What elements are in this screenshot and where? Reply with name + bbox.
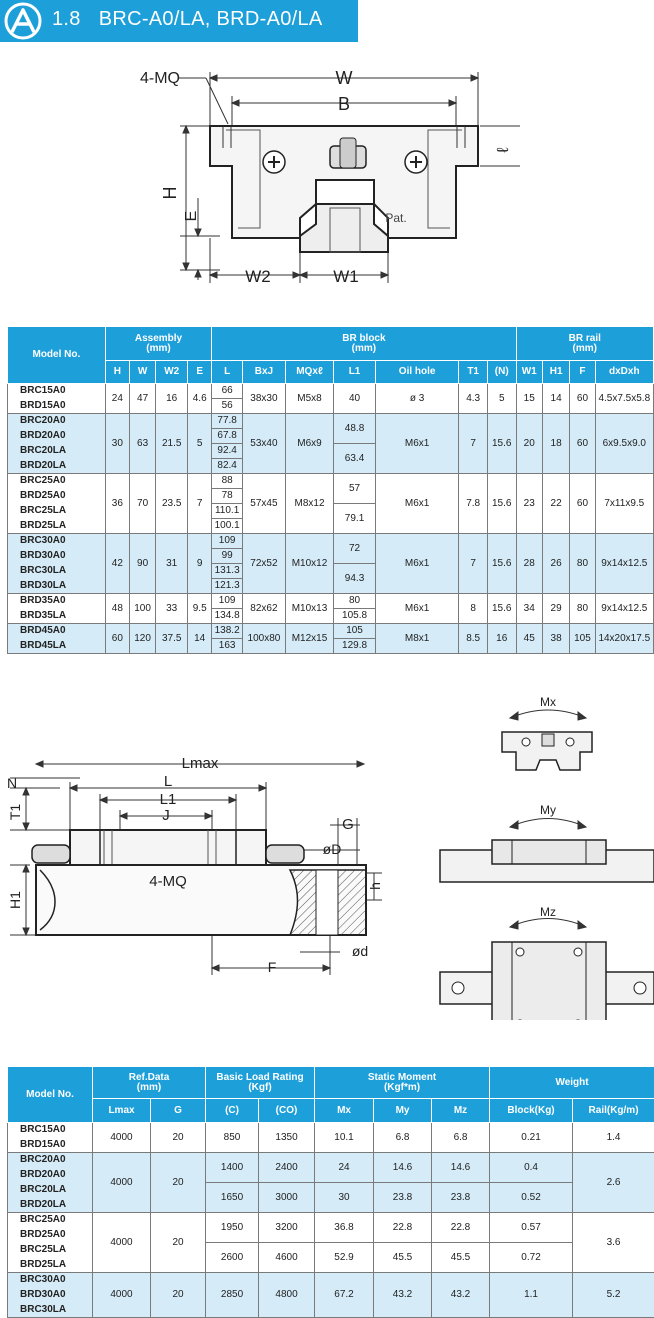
th2-g: G [151, 1099, 206, 1123]
th-col-13: F [570, 361, 595, 384]
th2-ref [93, 1067, 206, 1099]
cell-l: 109 [212, 594, 243, 609]
cell-l1: 80 [334, 594, 376, 609]
cell-w: 90 [129, 534, 155, 594]
cell-mx: 67.2 [315, 1273, 374, 1318]
cell-oil: M6x1 [375, 534, 458, 594]
cell-block: 0.21 [490, 1123, 573, 1153]
cell-n: 15.6 [487, 414, 516, 474]
cell-oil: M6x1 [375, 414, 458, 474]
table-row [8, 384, 654, 399]
cell-rail: 2.6 [573, 1153, 654, 1213]
table-row [8, 594, 654, 609]
cell-w2: 16 [156, 384, 188, 414]
th2-co: (CO) [259, 1099, 315, 1123]
cell-co: 3200 [259, 1213, 315, 1243]
cell-dxdxh: 14x20x17.5 [595, 624, 653, 654]
th2-lmax: Lmax [93, 1099, 151, 1123]
cell-model: BRC30A0 [8, 534, 106, 549]
cell-l1: 48.8 [334, 414, 376, 444]
cell-model: BRC15A0 [8, 384, 106, 399]
th2-mz: Mz [432, 1099, 490, 1123]
table-row [8, 414, 654, 429]
cell-w1: 45 [516, 624, 542, 654]
cell-model: BRD25LA [8, 1258, 93, 1273]
th-col-0: H [105, 361, 129, 384]
cell-model: BRC25A0 [8, 1213, 93, 1228]
cell-g: 20 [151, 1273, 206, 1318]
cell-model: BRC20LA [8, 444, 106, 459]
cell-t1: 7.8 [459, 474, 488, 534]
label-d: ød [352, 943, 368, 959]
th-col-1: W [129, 361, 155, 384]
th-col-7: L1 [334, 361, 376, 384]
cell-bxj: 57x45 [243, 474, 286, 534]
cell-n: 15.6 [487, 534, 516, 594]
label-h: H [160, 187, 180, 200]
cell-w: 63 [129, 414, 155, 474]
cell-model: BRD30LA [8, 579, 106, 594]
cell-h1: 22 [542, 474, 569, 534]
cell-f: 60 [570, 474, 595, 534]
th-br-block [212, 327, 516, 361]
cell-model: BRC30LA [8, 1303, 93, 1318]
th2-model: Model No. [8, 1067, 93, 1123]
cell-w1: 28 [516, 534, 542, 594]
cell-my: 6.8 [374, 1123, 432, 1153]
cell-f: 80 [570, 594, 595, 624]
table-row [8, 1153, 654, 1168]
cell-h: 60 [105, 624, 129, 654]
dimension-table [7, 326, 654, 654]
cell-lmax: 4000 [93, 1273, 151, 1318]
cell-model: BRD30A0 [8, 549, 106, 564]
cell-h: 36 [105, 474, 129, 534]
cell-l1: 72 [334, 534, 376, 564]
label-w2: W2 [245, 267, 271, 286]
cell-mq: M5x8 [285, 384, 333, 414]
th-model: Model No. [8, 327, 106, 384]
cell-mz: 6.8 [432, 1123, 490, 1153]
cell-w1: 23 [516, 474, 542, 534]
cell-t1: 4.3 [459, 384, 488, 414]
th2-load [206, 1067, 315, 1099]
cell-n: 15.6 [487, 594, 516, 624]
cell-l1: 63.4 [334, 444, 376, 474]
cell-g: 20 [151, 1123, 206, 1153]
cell-f: 60 [570, 384, 595, 414]
cell-l1: 105.8 [334, 609, 376, 624]
cell-h1: 14 [542, 384, 569, 414]
cell-oil: M8x1 [375, 624, 458, 654]
th-col-11: W1 [516, 361, 542, 384]
th2-block: Block(Kg) [490, 1099, 573, 1123]
cell-l: 77.8 [212, 414, 243, 429]
cell-co: 1350 [259, 1123, 315, 1153]
cell-my: 23.8 [374, 1183, 432, 1213]
cell-mq: M10x13 [285, 594, 333, 624]
th-assembly-label: Assembly [135, 333, 182, 344]
cell-l: 163 [212, 639, 243, 654]
label-lmax: Lmax [182, 755, 219, 772]
cell-l1: 129.8 [334, 639, 376, 654]
cell-dxdxh: 9x14x12.5 [595, 594, 653, 624]
cell-lmax: 4000 [93, 1153, 151, 1213]
cell-model: BRC25LA [8, 504, 106, 519]
cell-mx: 52.9 [315, 1243, 374, 1273]
cell-bxj: 38x30 [243, 384, 286, 414]
th2-load-unit: (Kgf) [248, 1082, 271, 1093]
cell-w2: 21.5 [156, 414, 188, 474]
cell-dxdxh: 6x9.5x9.0 [595, 414, 653, 474]
cell-w1: 20 [516, 414, 542, 474]
cell-l1: 79.1 [334, 504, 376, 534]
cell-my: 43.2 [374, 1273, 432, 1318]
cell-e: 14 [188, 624, 212, 654]
th-col-6: MQxℓ [285, 361, 333, 384]
cell-w: 120 [129, 624, 155, 654]
side-view-drawing [0, 690, 654, 1020]
cell-e: 9 [188, 534, 212, 594]
cell-model: BRC30A0 [8, 1273, 93, 1288]
cell-bxj: 100x80 [243, 624, 286, 654]
cell-block: 1.1 [490, 1273, 573, 1318]
label-w: W [336, 68, 353, 88]
label-t1: T1 [7, 804, 23, 821]
cell-c: 2850 [206, 1273, 259, 1318]
brand-logo-icon [3, 2, 43, 40]
cell-l: 134.8 [212, 609, 243, 624]
th2-load-label: Basic Load Rating [216, 1072, 303, 1083]
cell-co: 3000 [259, 1183, 315, 1213]
th-col-3: E [188, 361, 212, 384]
cell-f: 60 [570, 414, 595, 474]
cell-e: 9.5 [188, 594, 212, 624]
th-col-10: (N) [487, 361, 516, 384]
cell-l1: 40 [334, 384, 376, 414]
th2-c: (C) [206, 1099, 259, 1123]
cell-model: BRD45A0 [8, 624, 106, 639]
cell-l: 88 [212, 474, 243, 489]
th2-ref-unit: (mm) [137, 1082, 161, 1093]
cell-block: 0.57 [490, 1213, 573, 1243]
cell-t1: 7 [459, 414, 488, 474]
label-mz: Mz [540, 905, 556, 919]
section-number: 1.8 [52, 8, 81, 30]
cell-model: BRC25LA [8, 1243, 93, 1258]
label-l: ℓ [495, 147, 512, 152]
section-header [0, 0, 358, 42]
cell-h: 24 [105, 384, 129, 414]
cell-t1: 8.5 [459, 624, 488, 654]
th2-weight: Weight [490, 1067, 654, 1099]
label-b: B [338, 94, 350, 114]
cell-model: BRC15A0 [8, 1123, 93, 1138]
cell-l: 78 [212, 489, 243, 504]
th-br-rail-label: BR rail [569, 333, 601, 344]
cell-l: 100.1 [212, 519, 243, 534]
cell-l: 99 [212, 549, 243, 564]
cell-l: 138.2 [212, 624, 243, 639]
cell-model: BRD25A0 [8, 1228, 93, 1243]
cell-c: 1650 [206, 1183, 259, 1213]
cell-rail: 5.2 [573, 1273, 654, 1318]
cell-h1: 29 [542, 594, 569, 624]
cell-t1: 7 [459, 534, 488, 594]
cell-g: 20 [151, 1153, 206, 1213]
cell-model: BRD15A0 [8, 399, 106, 414]
label-w1: W1 [333, 267, 359, 286]
th-br-block-label: BR block [342, 333, 385, 344]
cell-block: 0.72 [490, 1243, 573, 1273]
th2-moment-label: Static Moment [368, 1072, 436, 1083]
th-col-8: Oil hole [375, 361, 458, 384]
cell-h1: 26 [542, 534, 569, 594]
section-title [52, 8, 323, 31]
cell-mq: M6x9 [285, 414, 333, 474]
cell-dxdxh: 4.5x7.5x5.8 [595, 384, 653, 414]
cell-rail: 3.6 [573, 1213, 654, 1273]
cell-model: BRC30LA [8, 564, 106, 579]
cell-lmax: 4000 [93, 1213, 151, 1273]
cell-bxj: 82x62 [243, 594, 286, 624]
th2-rail: Rail(Kg/m) [573, 1099, 654, 1123]
cell-my: 22.8 [374, 1213, 432, 1243]
cell-h1: 38 [542, 624, 569, 654]
cell-model: BRD20LA [8, 1198, 93, 1213]
label-h-small: h [367, 882, 383, 890]
cell-e: 7 [188, 474, 212, 534]
cell-bxj: 72x52 [243, 534, 286, 594]
cell-w2: 37.5 [156, 624, 188, 654]
label-4mq: 4-MQ [140, 70, 180, 87]
table-row [8, 534, 654, 549]
cell-rail: 1.4 [573, 1123, 654, 1153]
cell-l1: 94.3 [334, 564, 376, 594]
th2-moment [315, 1067, 490, 1099]
cell-l: 66 [212, 384, 243, 399]
label-od: øD [323, 841, 342, 857]
cell-t1: 8 [459, 594, 488, 624]
cell-dxdxh: 9x14x12.5 [595, 534, 653, 594]
cell-l: 82.4 [212, 459, 243, 474]
th-col-5: BxJ [243, 361, 286, 384]
cell-n: 15.6 [487, 474, 516, 534]
cell-co: 2400 [259, 1153, 315, 1183]
cell-w: 100 [129, 594, 155, 624]
cell-model: BRD35A0 [8, 594, 106, 609]
cell-w: 70 [129, 474, 155, 534]
cell-oil: ø 3 [375, 384, 458, 414]
cell-mq: M12x15 [285, 624, 333, 654]
cell-e: 5 [188, 414, 212, 474]
cell-c: 850 [206, 1123, 259, 1153]
th-col-9: T1 [459, 361, 488, 384]
label-f: F [268, 959, 277, 975]
th-col-4: L [212, 361, 243, 384]
cell-my: 45.5 [374, 1243, 432, 1273]
cell-model: BRC20A0 [8, 414, 106, 429]
cell-mz: 22.8 [432, 1213, 490, 1243]
table-row [8, 1213, 654, 1228]
cell-w1: 15 [516, 384, 542, 414]
cell-model: BRD35LA [8, 609, 106, 624]
cell-l: 56 [212, 399, 243, 414]
cell-mx: 36.8 [315, 1213, 374, 1243]
th-assembly [105, 327, 212, 361]
cell-bxj: 53x40 [243, 414, 286, 474]
cell-oil: M6x1 [375, 594, 458, 624]
cell-w2: 31 [156, 534, 188, 594]
cell-l: 67.8 [212, 429, 243, 444]
section-name: BRC-A0/LA, BRD-A0/LA [99, 8, 323, 30]
th2-mx: Mx [315, 1099, 374, 1123]
cell-l: 121.3 [212, 579, 243, 594]
cell-co: 4800 [259, 1273, 315, 1318]
cell-mz: 23.8 [432, 1183, 490, 1213]
th2-my: My [374, 1099, 432, 1123]
th2-ref-label: Ref.Data [129, 1072, 170, 1083]
cell-w1: 34 [516, 594, 542, 624]
cell-mq: M8x12 [285, 474, 333, 534]
label-mx: Mx [540, 695, 556, 709]
label-pat: Pat. [385, 211, 406, 225]
cell-dxdxh: 7x11x9.5 [595, 474, 653, 534]
th-col-12: H1 [542, 361, 569, 384]
label-my: My [540, 803, 556, 817]
cell-model: BRD20A0 [8, 1168, 93, 1183]
label-l1: L1 [160, 791, 177, 808]
cell-model: BRD15A0 [8, 1138, 93, 1153]
cell-model: BRD20A0 [8, 429, 106, 444]
label-j: J [162, 807, 170, 824]
th-assembly-unit: (mm) [146, 343, 170, 354]
cell-n: 16 [487, 624, 516, 654]
cell-c: 2600 [206, 1243, 259, 1273]
cell-l: 109 [212, 534, 243, 549]
th-col-2: W2 [156, 361, 188, 384]
cell-model: BRD20LA [8, 459, 106, 474]
th-br-rail [516, 327, 653, 361]
label-h1: H1 [7, 891, 23, 909]
cell-model: BRC20LA [8, 1183, 93, 1198]
cell-mx: 24 [315, 1153, 374, 1183]
table-row [8, 1273, 654, 1288]
cell-w2: 23.5 [156, 474, 188, 534]
cell-model: BRD25LA [8, 519, 106, 534]
table-row [8, 474, 654, 489]
cell-l: 131.3 [212, 564, 243, 579]
cell-c: 1950 [206, 1213, 259, 1243]
cell-mx: 10.1 [315, 1123, 374, 1153]
label-l: L [164, 773, 172, 790]
cell-g: 20 [151, 1213, 206, 1273]
label-g: G [342, 816, 354, 833]
cell-oil: M6x1 [375, 474, 458, 534]
table-row [8, 624, 654, 639]
cell-h: 30 [105, 414, 129, 474]
cell-block: 0.4 [490, 1153, 573, 1183]
cell-model: BRD45LA [8, 639, 106, 654]
cell-model: BRD30A0 [8, 1288, 93, 1303]
front-view-drawing [120, 58, 520, 298]
cell-model: BRD25A0 [8, 489, 106, 504]
cell-c: 1400 [206, 1153, 259, 1183]
label-e: E [183, 211, 200, 222]
cell-lmax: 4000 [93, 1123, 151, 1153]
cell-h: 48 [105, 594, 129, 624]
label-n: N [7, 775, 17, 791]
th-br-rail-unit: (mm) [573, 343, 597, 354]
cell-e: 4.6 [188, 384, 212, 414]
cell-model: BRC20A0 [8, 1153, 93, 1168]
cell-f: 80 [570, 534, 595, 594]
cell-mz: 14.6 [432, 1153, 490, 1183]
cell-n: 5 [487, 384, 516, 414]
load-rating-table [7, 1066, 654, 1318]
cell-my: 14.6 [374, 1153, 432, 1183]
cell-l1: 57 [334, 474, 376, 504]
label-4mq-side: 4-MQ [149, 873, 187, 890]
cell-mq: M10x12 [285, 534, 333, 594]
cell-mz: 45.5 [432, 1243, 490, 1273]
cell-w: 47 [129, 384, 155, 414]
cell-w2: 33 [156, 594, 188, 624]
cell-l: 110.1 [212, 504, 243, 519]
cell-mx: 30 [315, 1183, 374, 1213]
th-br-block-unit: (mm) [352, 343, 376, 354]
th2-moment-unit: (Kgf*m) [384, 1082, 420, 1093]
cell-model: BRC25A0 [8, 474, 106, 489]
cell-f: 105 [570, 624, 595, 654]
th-col-14: dxDxh [595, 361, 653, 384]
cell-l: 92.4 [212, 444, 243, 459]
cell-h: 42 [105, 534, 129, 594]
table-row [8, 1123, 654, 1138]
cell-h1: 18 [542, 414, 569, 474]
cell-l1: 105 [334, 624, 376, 639]
cell-block: 0.52 [490, 1183, 573, 1213]
cell-mz: 43.2 [432, 1273, 490, 1318]
cell-co: 4600 [259, 1243, 315, 1273]
